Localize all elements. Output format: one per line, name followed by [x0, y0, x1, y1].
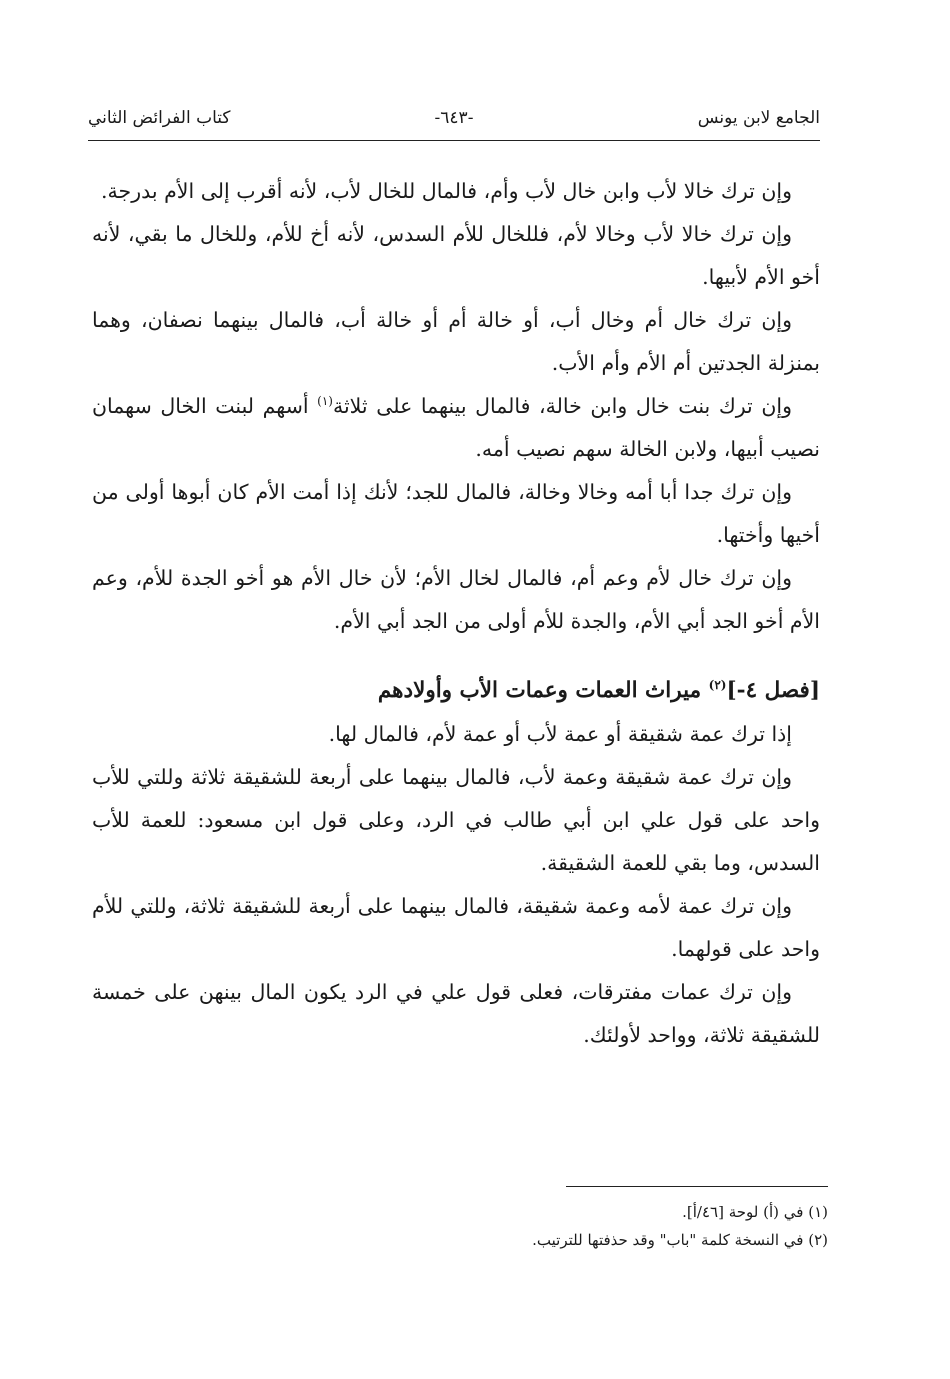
section-label: [فصل ٤-]	[726, 678, 820, 703]
footnote: (٢) في النسخة كلمة "باب" وقد حذفتها للترتيب.	[532, 1231, 828, 1249]
paragraph: إذا ترك عمة شقيقة أو عمة لأب أو عمة لأم، فالمال لها.	[328, 722, 792, 746]
footnote: (١) في (أ) لوحة [٤٦/أ].	[682, 1203, 828, 1221]
page-number: -٦٤٣-	[434, 108, 474, 128]
chapter-title: كتاب الفرائض الثاني	[88, 108, 231, 128]
section-title: ميراث العمات وعمات الأب وأولادهم	[377, 678, 702, 703]
paragraph: وإن ترك عمة لأمه وعمة شقيقة، فالمال بينهما على أربعة للشقيقة ثلاثة، وللتي للأم واحد على قولهما.	[92, 894, 820, 961]
paragraph: وإن ترك خالا لأب وخالا لأم، فللخال للأم السدس، لأنه أخ للأم، وللخال ما بقي، لأنه أخو الأم لأبيها.	[92, 222, 820, 289]
paragraph-text: أسهم لبنت الخال سهمان نصيب أبيها، ولابن الخالة سهم نصيب أمه.	[92, 394, 820, 461]
running-header	[88, 108, 820, 138]
paragraph: وإن ترك خالا لأب وابن خال لأب وأم، فالمال للخال لأب، لأنه أقرب إلى الأم بدرجة.	[101, 179, 792, 203]
header-divider	[88, 140, 820, 141]
footnote-reference: (١)	[317, 394, 333, 409]
main-text	[92, 170, 820, 1057]
paragraph: وإن ترك عمات مفترقات، فعلى قول علي في الرد يكون المال بينهن على خمسة للشقيقة ثلاثة، وواحد لأولئك.	[92, 980, 820, 1047]
paragraph: وإن ترك عمة شقيقة وعمة لأب، فالمال بينهما على أربعة للشقيقة ثلاثة وللتي للأب واحد على قول علي ابن أبي طالب في الرد، وعلى قول ابن مسعود: للعمة للأب السدس، وما بقي للعمة الشقيقة.	[92, 765, 820, 875]
paragraph: وإن ترك جدا أبا أمه وخالا وخالة، فالمال للجد؛ لأنك إذا أمت الأم كان أبوها أولى من أخيها وأختها.	[92, 480, 820, 547]
paragraph: وإن ترك خال لأم وعم أم، فالمال لخال الأم؛ لأن خال الأم هو أخو الجدة للأم، وعم الأم أخو الجد أبي الأم، والجدة للأم أولى من الجد أبي الأم.	[92, 566, 820, 633]
footnote-reference: (٢)	[708, 677, 727, 692]
paragraph: وإن ترك خال أم وخال أب، أو خالة أم أو خالة أب، فالمال بينهما نصفان، وهما بمنزلة الجدتين أم الأم وأم الأب.	[92, 308, 820, 375]
section-heading	[92, 669, 820, 713]
footnotes	[200, 1198, 828, 1254]
footnote-divider	[566, 1186, 828, 1187]
paragraph	[92, 385, 820, 471]
book-title: الجامع لابن يونس	[697, 108, 820, 128]
paragraph-text: وإن ترك بنت خال وابن خالة، فالمال بينهما على ثلاثة	[332, 394, 792, 418]
